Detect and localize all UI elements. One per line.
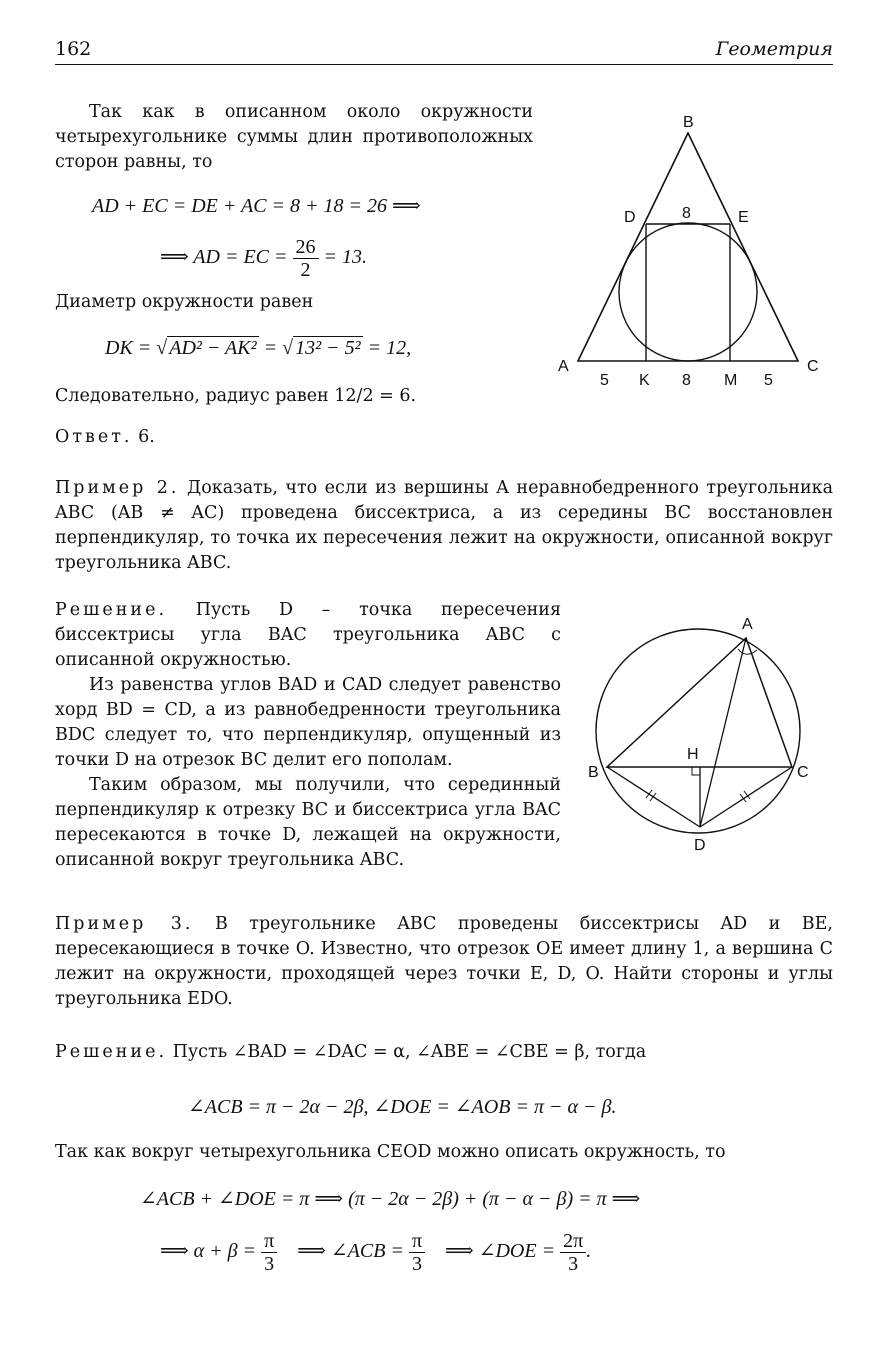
frac-den-3: 3 [264, 1253, 275, 1275]
solution-2-label: Решение. [55, 600, 168, 620]
solution-3-text2-line: Так как вокруг четырехугольника CEOD можно описать окружность, то [55, 1142, 726, 1162]
equation-result: ⟹ α + β = $\frac{\pi}{3}$ ⟹ ∠ACB = $\frac{\pi}{3}$ ⟹ ∠DOE = $\frac{2\pi}{3}$ . [160, 1230, 592, 1275]
diameter-text: Диаметр окружности равен [55, 292, 314, 312]
radius-line [55, 384, 535, 409]
chord-cd [700, 767, 792, 827]
answer-value: 6. [138, 427, 155, 447]
angle-arc-a [738, 649, 757, 654]
label-d: D [624, 209, 636, 226]
sqrt-sign: √ [156, 337, 168, 359]
fraction-pi-3-a [261, 1230, 277, 1275]
fraction-denominator: 2 [300, 259, 311, 281]
label-c: C [807, 358, 819, 375]
frac-den-3-2: 3 [411, 1253, 422, 1275]
label-e: E [738, 209, 749, 226]
solution-3-text2 [55, 1140, 833, 1165]
fraction-pi-3-b [409, 1230, 425, 1275]
solution-3-intro-text: Пусть ∠BAD = ∠DAC = α, ∠ABE = ∠CBE = β, тогда [172, 1042, 647, 1062]
triangle-abc-2 [607, 638, 792, 767]
example-3 [55, 912, 833, 1012]
answer-line [55, 425, 535, 450]
label-ak-length: 5 [600, 372, 609, 389]
radicand-1: AD² − AK² [169, 337, 257, 359]
fraction-numerator: 26 [293, 236, 319, 259]
example-3-text: В треугольнике ABC проведены биссектрисы AD и BE, пересекающиеся в точке O. Известно, что отрезок OE имеет длину 1, а вершина C лежит на окружности, проходящей через точки E, D, O. Найти стороны и углы треугольника EDO. [55, 914, 833, 1009]
example-3-label: Пример 3. [55, 914, 194, 934]
eq3-part-c: ⟹ ∠DOE = [445, 1240, 556, 1263]
eq3-rhs: = 12, [367, 337, 412, 359]
example-2 [55, 476, 833, 576]
diameter-line [55, 290, 535, 315]
eq3-part-b: ⟹ ∠ACB = [297, 1240, 404, 1263]
figure-circumcircle [580, 605, 825, 860]
solution-2-p2: Из равенства углов BAD и CAD следует равенство хорд BD = CD, а из равнобедренности треугольника BDC следует то, что перпендикуляр, опущенный из точки D на отрезок BC делит его пополам. [55, 675, 561, 770]
equation-ad-ec [160, 236, 367, 281]
frac-num-pi: π [261, 1230, 277, 1253]
eq2-rhs: = 13. [323, 246, 368, 269]
inscribed-circle [619, 223, 757, 361]
equation-diameter [105, 337, 411, 360]
label-k: K [639, 372, 650, 389]
figure-trapezoid [548, 105, 833, 395]
answer-label: Ответ. [55, 427, 133, 447]
label-a-2: A [742, 616, 753, 633]
radicand-2: 13² − 5² [295, 337, 361, 359]
solution-2 [55, 598, 561, 873]
fraction-26-2 [293, 236, 319, 281]
equation-angles: ∠ACB = π − 2α − 2β, ∠DOE = ∠AOB = π − α − β. [188, 1096, 617, 1118]
solution-3-intro [55, 1040, 833, 1065]
label-b: B [683, 114, 694, 131]
label-mc-length: 5 [764, 372, 773, 389]
header-rule [55, 64, 833, 65]
example-2-label: Пример 2. [55, 478, 180, 498]
eq3-part-a: ⟹ α + β = [160, 1240, 257, 1263]
eq2-lhs: ⟹ AD = EC = [160, 246, 288, 269]
bisector-ad [700, 638, 746, 827]
label-d-2: D [694, 837, 706, 854]
fraction-2pi-3 [560, 1230, 586, 1275]
sqrt-sign-2: √ [282, 337, 294, 359]
eq3-mid: = [263, 337, 278, 359]
frac-den-3-3: 3 [568, 1253, 579, 1275]
label-m: M [724, 372, 738, 389]
tick-bd-2 [650, 793, 656, 801]
tick-bd-1 [646, 790, 652, 798]
solution-2-p3: Таким образом, мы получили, что серединный перпендикуляр к отрезку BC и биссектриса угла BAC пересекаются в точке D, лежащей на окружности, описанной вокруг треугольника ABC. [55, 775, 561, 870]
label-h: H [687, 746, 699, 763]
page-number: 162 [55, 38, 92, 60]
intro-text: Так как в описанном около окружности четырехугольнике суммы длин противоположных сторон равны, то [55, 102, 533, 172]
triangle-abc [578, 133, 798, 361]
right-angle-mark [692, 767, 700, 775]
label-de-length: 8 [682, 205, 691, 222]
label-a: A [558, 358, 569, 375]
radius-text: Следовательно, радиус равен 12/2 = 6. [55, 386, 417, 406]
equation-cyclic: ∠ACB + ∠DOE = π ⟹ (π − 2α − 2β) + (π − α − β) = π ⟹ [140, 1188, 641, 1210]
example-2-text: Доказать, что если из вершины A неравнобедренного треугольника ABC (AB ≠ AC) проведена биссектриса, а из середины BC восстановлен перпендикуляр, то точка их пересечения лежит на окружности, описанной вокруг треугольника ABC. [55, 478, 833, 573]
circumcircle [596, 629, 800, 833]
solution-2-p1: Пусть D – точка пересечения биссектрисы угла BAC треугольника ABC с описанной окружностью. [55, 600, 561, 670]
frac-num-2pi: 2π [560, 1230, 586, 1253]
running-title: Геометрия [715, 38, 833, 60]
label-b-2: B [588, 764, 599, 781]
solution-3-label: Решение. [55, 1042, 168, 1062]
label-km-length: 8 [682, 372, 691, 389]
equation-sum-sides: AD + EC = DE + AC = 8 + 18 = 26 ⟹ [92, 195, 421, 217]
frac-num-pi-2: π [409, 1230, 425, 1253]
eq3-lhs: DK = [105, 337, 152, 359]
intro-paragraph [55, 100, 533, 175]
label-c-2: C [797, 764, 809, 781]
